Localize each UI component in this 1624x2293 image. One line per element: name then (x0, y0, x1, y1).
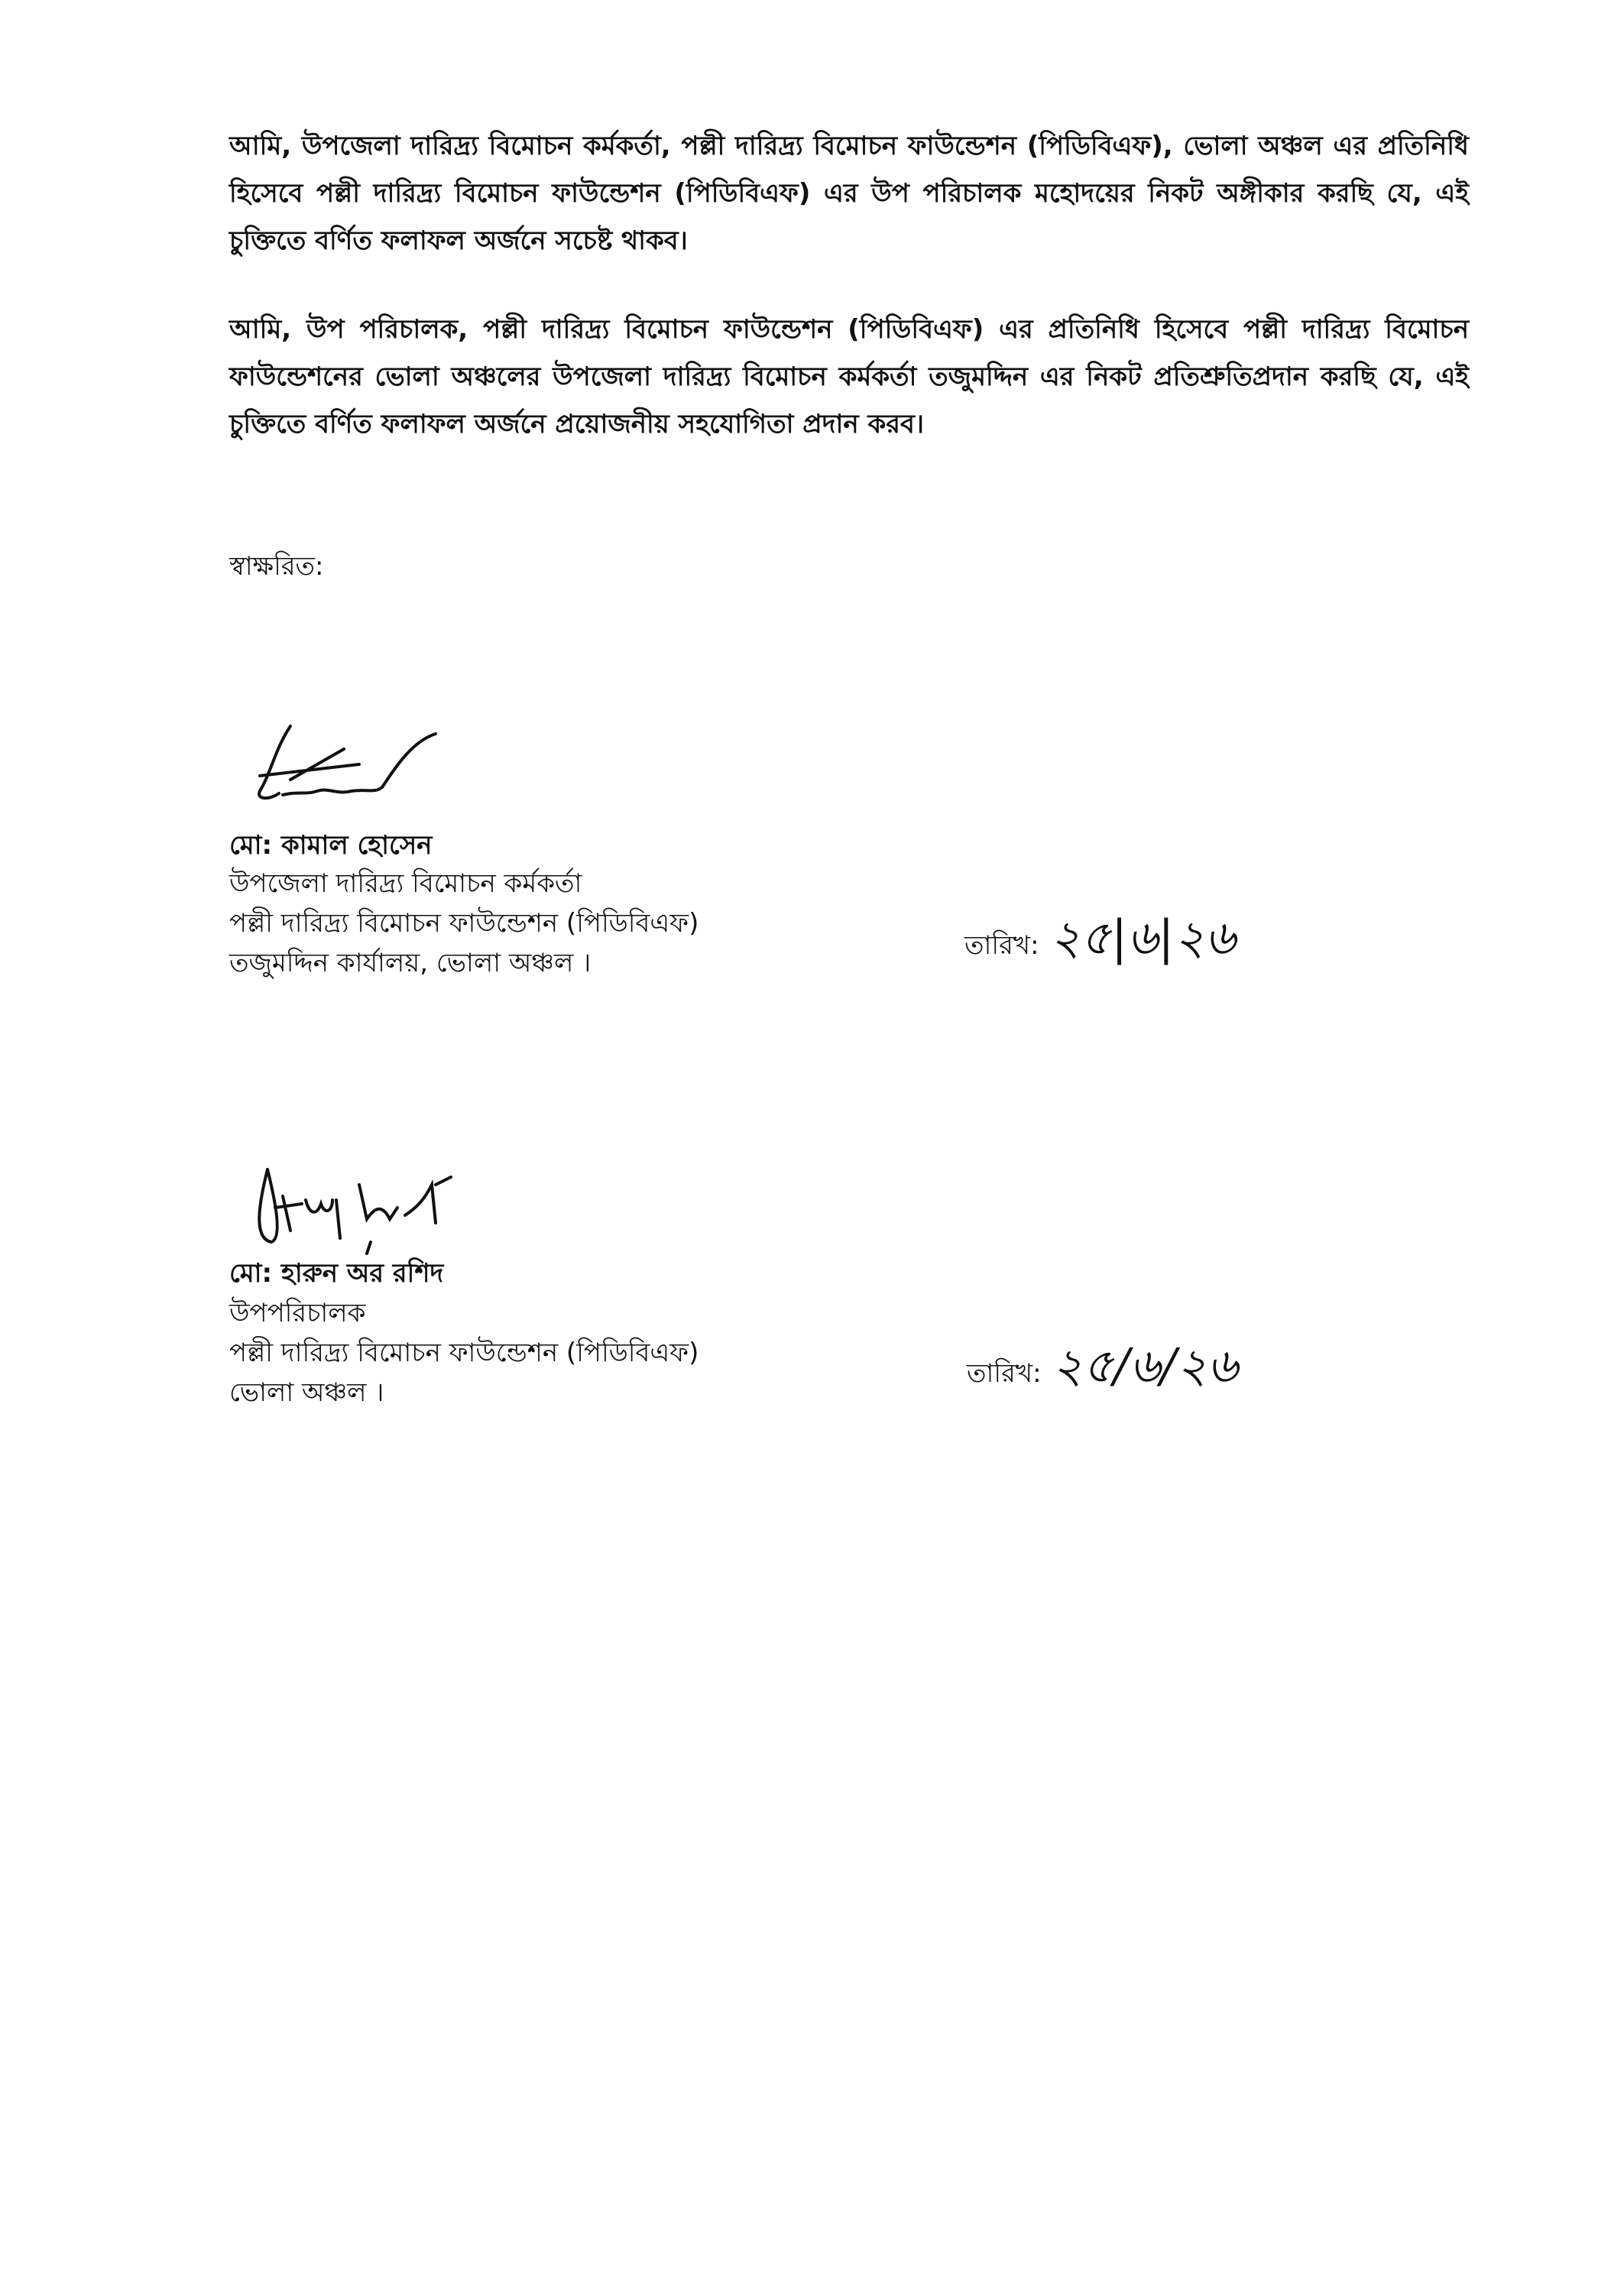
signatory-2-name: মো: হারুন অর রশিদ (229, 1258, 444, 1289)
signed-label: স্বাক্ষরিত: (229, 551, 324, 582)
signatory-2-organization: পল্লী দারিদ্র্য বিমোচন ফাউন্ডেশন (পিডিবিএফ) (229, 1338, 699, 1368)
signatory-1-office: তজুমদ্দিন কার্যালয়, ভোলা অঞ্চল । (229, 948, 592, 978)
signatory-2-date (967, 1330, 1238, 1409)
handwritten-date: ২৫|৬|২৬ (1049, 910, 1236, 965)
signatory-1-name: মো: কামাল হোসেন (229, 830, 433, 861)
signatory-1-designation: উপজেলা দারিদ্র্য বিমোচন কর্মকর্তা (229, 868, 582, 899)
signature-2 (245, 1154, 504, 1269)
signatory-1-organization: পল্লী দারিদ্র্য বিমোচন ফাউন্ডেশন (পিডিবিএফ) (229, 908, 699, 939)
signatory-2-region: ভোলা অঞ্চল । (229, 1377, 384, 1408)
date-label: তারিখ: (967, 1358, 1042, 1389)
date-label: তারিখ: (964, 930, 1039, 961)
commitment-paragraph-deputy-director: আমি, উপ পরিচালক, পল্লী দারিদ্র্য বিমোচন ফাউন্ডেশন (পিডিবিএফ) এর প্রতিনিধি হিসেবে পল্লী দারিদ্র্য বিমোচন ফাউন্ডেশনের ভোলা অঞ্চলের উপজেলা দারিদ্র্য বিমোচন কর্মকর্তা তজুমদ্দিন এর নিকট প্রতিশ্রুতিপ্রদান করছি যে, এই চুক্তিতে বর্ণিত ফলাফল অর্জনে প্রয়োজনীয় সহযোগিতা প্রদান করব। (229, 314, 1469, 439)
signature-1 (245, 718, 459, 810)
signatory-1-date (964, 902, 1236, 981)
handwritten-date: ২৫/৬/২৬ (1052, 1338, 1238, 1393)
signatory-2-designation: উপপরিচালক (229, 1298, 366, 1328)
commitment-paragraph-officer: আমি, উপজেলা দারিদ্র্য বিমোচন কর্মকর্তা, পল্লী দারিদ্র্য বিমোচন ফাউন্ডেশন (পিডিবিএফ), ভোলা অঞ্চল এর প্রতিনিধি হিসেবে পল্লী দারিদ্র্য বিমোচন ফাউন্ডেশন (পিডিবিএফ) এর উপ পরিচালক মহোদয়ের নিকট অঙ্গীকার করছি যে, এই চুক্তিতে বর্ণিত ফলাফল অর্জনে সচেষ্ট থাকব। (229, 131, 1469, 256)
